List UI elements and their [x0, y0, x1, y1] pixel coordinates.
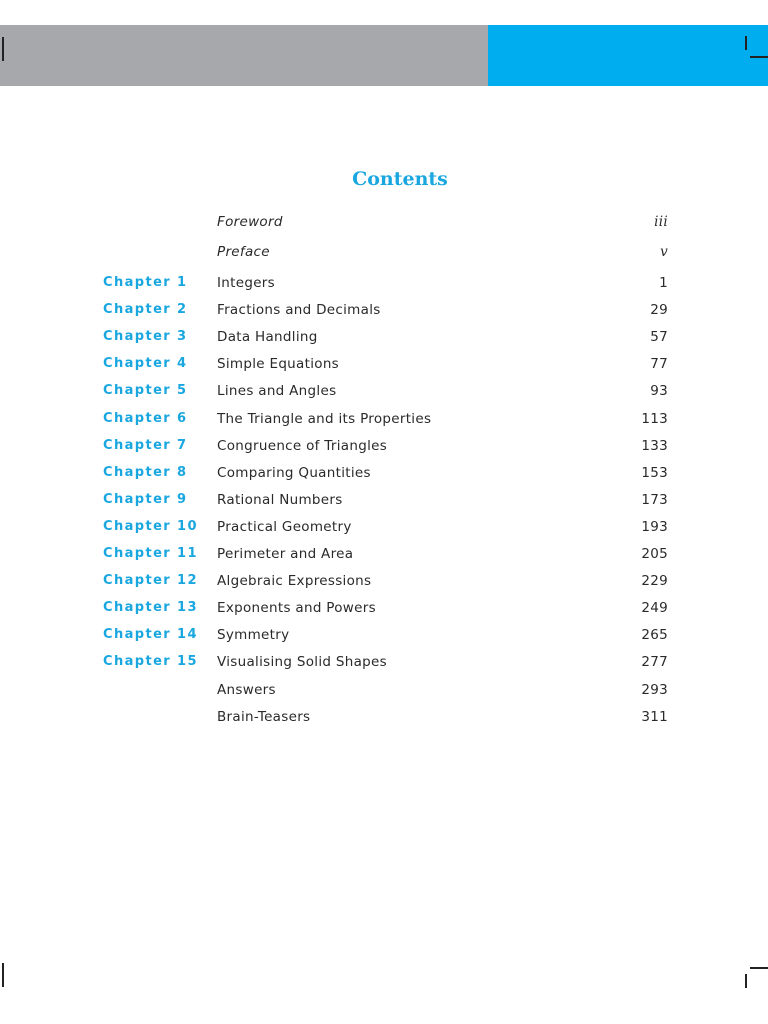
toc-entry-page: 153 [641, 464, 668, 481]
toc-chapter-row [0, 519, 768, 543]
toc-chapter-row [0, 465, 768, 489]
toc-chapter-row [0, 627, 768, 651]
toc-entry-page: iii [654, 214, 668, 230]
toc-entry-title: Comparing Quantities [217, 464, 371, 481]
header-blue-block [488, 25, 768, 86]
toc-chapter-row [0, 573, 768, 597]
header-gray-block [0, 25, 488, 86]
toc-chapter-label: Chapter 1 [103, 275, 188, 290]
toc-entry-title: Rational Numbers [217, 491, 343, 508]
toc-entry-page: 277 [641, 654, 668, 671]
toc-entry-page: 205 [641, 546, 668, 562]
toc-chapter-label: Chapter 10 [103, 518, 198, 534]
crop-mark-top-right-vertical [745, 36, 747, 50]
toc-chapter-row [0, 600, 768, 624]
toc-entry-title: Preface [217, 244, 270, 260]
toc-chapter-row [0, 329, 768, 353]
toc-chapter-row [0, 411, 768, 435]
toc-entry-title: Congruence of Triangles [217, 437, 388, 454]
toc-entry-page: 265 [641, 627, 668, 644]
toc-entry-title: Algebraic Expressions [217, 573, 372, 590]
header-band [0, 25, 768, 86]
toc-entry-title: Exponents and Powers [217, 600, 376, 617]
toc-back-matter-row [0, 682, 768, 706]
toc-entry-title: Data Handling [217, 329, 318, 346]
toc-entry-page: 77 [650, 356, 668, 373]
crop-mark-top-left [2, 37, 4, 61]
toc-entry-page: 249 [641, 600, 668, 617]
toc-entry-title: Fractions and Decimals [217, 302, 381, 319]
toc-entry-title: Answers [217, 681, 276, 698]
page-title: Contents [352, 168, 448, 190]
toc-entry-page: 1 [659, 275, 668, 291]
toc-entry-title: Perimeter and Area [217, 546, 354, 562]
crop-mark-bottom-left [2, 963, 4, 987]
toc-chapter-label: Chapter 11 [103, 546, 198, 561]
crop-mark-bottom-right-horizontal [750, 967, 768, 969]
toc-entry-page: 57 [650, 329, 668, 346]
toc-back-matter-row [0, 709, 768, 733]
toc-entry-title: The Triangle and its Properties [217, 410, 432, 427]
toc-chapter-label: Chapter 12 [103, 573, 198, 589]
crop-mark-top-right-horizontal [750, 56, 768, 58]
toc-chapter-row [0, 546, 768, 570]
toc-entry-title: Lines and Angles [217, 383, 337, 400]
toc-chapter-label: Chapter 2 [103, 302, 188, 318]
toc-chapter-row [0, 654, 768, 678]
toc-chapter-label: Chapter 13 [103, 600, 198, 616]
toc-chapter-label: Chapter 8 [103, 464, 188, 480]
toc-entry-page: 193 [641, 518, 668, 535]
toc-entry-page: 133 [641, 437, 668, 454]
toc-entry-title: Integers [217, 275, 275, 291]
toc-chapter-label: Chapter 4 [103, 356, 188, 372]
toc-entry-page: 113 [641, 410, 668, 427]
toc-entry-title: Practical Geometry [217, 518, 352, 535]
toc-entry-page: 293 [641, 681, 668, 698]
toc-entry-title: Symmetry [217, 627, 290, 644]
toc-entry-title: Foreword [217, 214, 283, 230]
toc-chapter-label: Chapter 14 [103, 627, 198, 643]
toc-entry-page: 93 [650, 383, 668, 400]
toc-entry-page: v [660, 244, 668, 260]
toc-entry-page: 173 [641, 491, 668, 508]
toc-front-matter-row [0, 244, 768, 268]
toc-chapter-row [0, 302, 768, 326]
toc-entry-page: 29 [650, 302, 668, 319]
toc-chapter-row [0, 492, 768, 516]
toc-chapter-row [0, 275, 768, 299]
toc-entry-page: 229 [641, 573, 668, 590]
toc-chapter-row [0, 383, 768, 407]
toc-chapter-label: Chapter 6 [103, 410, 188, 426]
toc-chapter-label: Chapter 5 [103, 383, 188, 399]
toc-chapter-label: Chapter 7 [103, 437, 188, 453]
toc-front-matter-row [0, 214, 768, 238]
toc-chapter-row [0, 356, 768, 380]
toc-chapter-row [0, 438, 768, 462]
toc-chapter-label: Chapter 3 [103, 329, 188, 345]
toc-chapter-label: Chapter 15 [103, 654, 198, 670]
toc-entry-title: Brain-Teasers [217, 708, 311, 725]
toc-chapter-label: Chapter 9 [103, 491, 188, 507]
toc-entry-page: 311 [641, 708, 668, 725]
toc-entry-title: Simple Equations [217, 356, 340, 373]
toc-entry-title: Visualising Solid Shapes [217, 654, 387, 671]
crop-mark-bottom-right-vertical [745, 974, 747, 988]
